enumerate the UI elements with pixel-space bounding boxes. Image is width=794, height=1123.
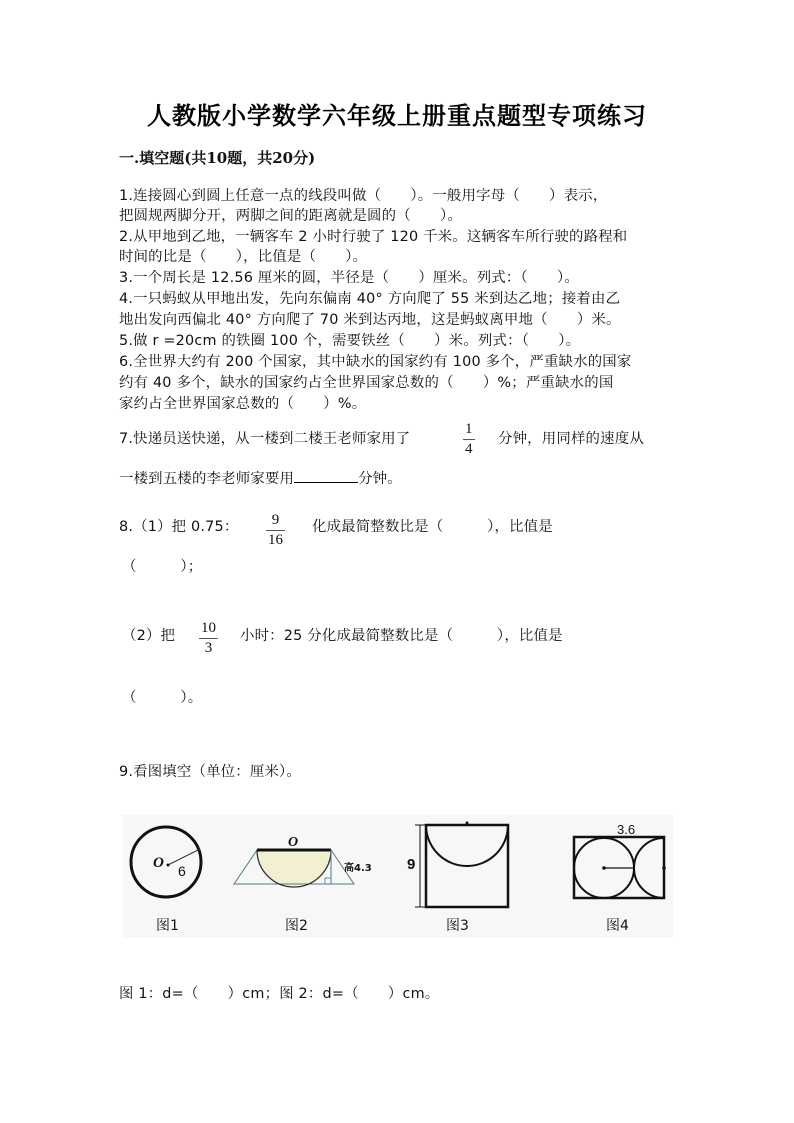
fraction-bar <box>266 530 285 531</box>
q8-p2-fraction <box>199 620 218 657</box>
q8-p1-line2: （ ）； <box>122 559 203 575</box>
q7-line2-prefix: 一楼到五楼的李老师家要用 <box>119 471 295 487</box>
q6-line2: 约有 40 多个，缺水的国家约占全世界国家总数的（ ）%；严重缺水的国 <box>119 375 614 391</box>
figure-2-label: 图2 <box>285 918 308 934</box>
figure-1-label: 图1 <box>156 918 179 934</box>
q8-p1-prefix: 8.（1）把 0.75： <box>119 519 239 535</box>
q3-line1: 3.一个周长是 12.56 厘米的圆，半径是（ ）厘米。列式：（ ）。 <box>119 270 580 286</box>
q6-line3: 家约占全世界国家总数的（ ）%。 <box>119 396 367 412</box>
figure-2-trapezoid <box>234 835 372 887</box>
fraction-denominator: 16 <box>268 532 283 548</box>
figures-svg <box>122 815 673 938</box>
q4-line2: 地出发向西偏北 40° 方向爬了 70 米到达丙地，这是蚂蚁离甲地（ ）米。 <box>119 312 621 328</box>
svg-text:3.6: 3.6 <box>617 822 636 837</box>
figure-1-circle <box>131 827 201 897</box>
q5-line1: 5.做 r =20cm 的铁圈 100 个，需要铁丝（ ）米。列式：（ ）。 <box>119 333 581 349</box>
svg-text:O: O <box>288 835 299 850</box>
fraction-denominator: 3 <box>204 640 213 656</box>
fraction-numerator: 1 <box>465 421 473 437</box>
q8-p2-suffix: 小时：25 分化成最简整数比是（ ），比值是 <box>240 628 563 644</box>
fraction-numerator: 9 <box>271 512 280 528</box>
q2-line1: 2.从甲地到乙地，一辆客车 2 小时行驶了 120 千米。这辆客车所行驶的路程和 <box>119 229 628 245</box>
q9-answer-line: 图 1：d=（ ）cm；图 2：d=（ ）cm。 <box>119 986 440 1002</box>
fraction-bar <box>463 439 475 440</box>
q2-line2: 时间的比是（ ），比值是（ ）。 <box>119 249 368 265</box>
figure-panel <box>122 815 673 938</box>
q7-line2 <box>119 468 402 489</box>
fraction-numerator: 10 <box>201 620 216 636</box>
page-title: 人教版小学数学六年级上册重点题型专项练习 <box>147 101 647 130</box>
q7-line2-suffix: 分钟。 <box>358 471 402 487</box>
q7-fraction <box>463 421 475 458</box>
q7-part2: 分钟，用同样的速度从 <box>498 431 644 447</box>
q8-p2-line2: （ ）。 <box>122 690 203 706</box>
q8-p1-suffix: 化成最简整数比是（ ），比值是 <box>312 519 553 535</box>
svg-text:9: 9 <box>407 856 416 873</box>
fraction-bar <box>199 638 218 639</box>
figure-3-label: 图3 <box>446 918 469 934</box>
q9-prompt: 9.看图填空（单位：厘米）。 <box>119 764 302 780</box>
q8-p1-fraction <box>266 512 285 549</box>
figure-4-rectangle <box>574 822 666 898</box>
q4-line1: 4.一只蚂蚁从甲地出发，先向东偏南 40° 方向爬了 55 米到达乙地；接着由乙 <box>119 291 621 307</box>
figure-4-label: 图4 <box>606 918 629 934</box>
q6-line1: 6.全世界大约有 200 个国家，其中缺水的国家约有 100 多个，严重缺水的国家 <box>119 354 632 370</box>
svg-text:高4.3: 高4.3 <box>344 863 372 874</box>
svg-text:O: O <box>153 855 164 871</box>
q8-p2-prefix: （2）把 <box>122 628 176 644</box>
section-heading: 一.填空题(共10题，共20分) <box>119 149 316 167</box>
q1-line2: 把圆规两脚分开，两脚之间的距离就是圆的（ ）。 <box>119 208 462 224</box>
svg-text:6: 6 <box>178 863 186 879</box>
fraction-denominator: 4 <box>465 441 473 457</box>
q7-part1: 7.快递员送快递，从一楼到二楼王老师家用了 <box>119 431 411 447</box>
q1-line1: 1.连接圆心到圆上任意一点的线段叫做（ ）。一般用字母（ ）表示， <box>119 188 608 204</box>
figure-3-square <box>407 822 508 908</box>
answer-blank[interactable] <box>294 468 358 483</box>
